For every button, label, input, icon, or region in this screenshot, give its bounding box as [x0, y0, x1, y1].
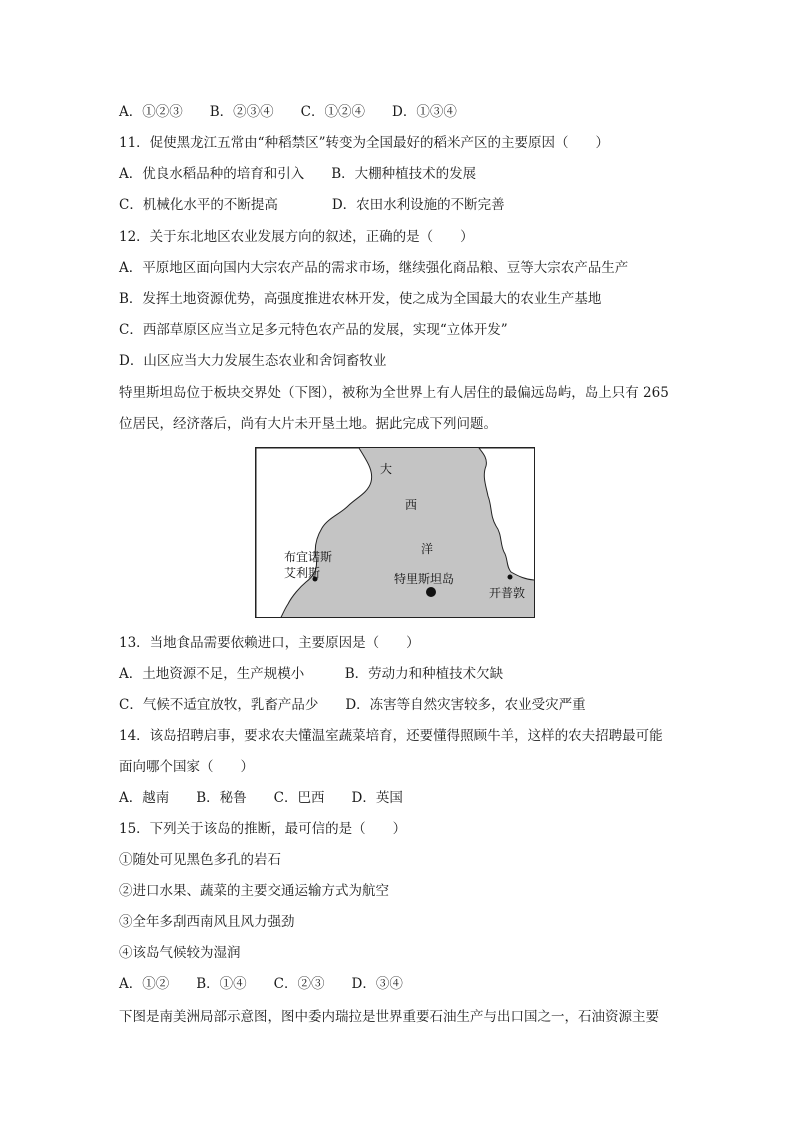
- tristan-island-label: 特里斯坦岛: [394, 572, 455, 586]
- next-passage-line: 下图是南美洲局部示意图，图中委内瑞拉是世界重要石油生产与出口国之一，石油资源主要: [119, 1009, 659, 1025]
- tristan-island-marker: [426, 587, 436, 597]
- q14-options: A．越南 B．秘鲁 C．巴西 D．英国: [119, 790, 403, 806]
- q15-statement-4: ④该岛气候较为湿润: [119, 945, 241, 961]
- ocean-label-char-1: 大: [380, 462, 393, 476]
- question-15: 15．下列关于该岛的推断，最可信的是（ ）: [119, 821, 407, 837]
- q15-statement-3: ③全年多刮西南风且风力强劲: [119, 914, 295, 930]
- q12-option-c: C．西部草原区应当立足多元特色农产品的发展，实现“立体开发”: [119, 322, 508, 338]
- question-14-line-1: 14．该岛招聘启事，要求农夫懂温室蔬菜培育，还要懂得照顾牛羊，这样的农夫招聘最可能: [119, 728, 663, 744]
- cape-town-label: 开普敦: [489, 586, 526, 600]
- q12-option-a: A．平原地区面向国内大宗农产品的需求市场，继续强化商品粮、豆等大宗农产品生产: [119, 260, 629, 276]
- q15-options: A．①② B．①④ C．②③ D．③④: [119, 976, 403, 992]
- ocean-label-char-3: 洋: [421, 542, 434, 556]
- question-11: 11．促使黑龙江五常由“种稻禁区”转变为全国最好的稻米产区的主要原因（ ）: [119, 135, 609, 151]
- question-12: 12．关于东北地区农业发展方向的叙述，正确的是（ ）: [119, 229, 474, 245]
- intro-line-2: 位居民，经济落后，尚有大片未开垦土地。据此完成下列问题。: [119, 416, 497, 432]
- q12-option-b: B．发挥土地资源优势，高强度推进农林开发，使之成为全国最大的农业生产基地: [119, 291, 602, 307]
- q11-options-cd: C．机械化水平的不断提高 D．农田水利设施的不断完善: [119, 197, 505, 213]
- map-figure: [255, 447, 535, 618]
- q10-options: A．①②③ B．②③④ C．①②④ D．①③④: [119, 104, 457, 120]
- intro-line-1: 特里斯坦岛位于板块交界处（下图），被称为全世界上有人居住的最偏远岛屿，岛上只有 265: [119, 385, 669, 401]
- south-america-land: [256, 448, 372, 618]
- cape-town-marker: [508, 575, 513, 580]
- q15-statement-2: ②进口水果、蔬菜的主要交通运输方式为航空: [119, 883, 389, 899]
- question-14-line-2: 面向哪个国家（ ）: [119, 759, 254, 775]
- ocean-label-char-2: 西: [405, 498, 418, 512]
- buenos-aires-label-2: 艾利斯: [284, 566, 321, 580]
- q15-statement-1: ①随处可见黑色多孔的岩石: [119, 852, 281, 868]
- q12-option-d: D．山区应当大力发展生态农业和舍饲畜牧业: [119, 353, 387, 369]
- q13-options-cd: C．气候不适宜放牧，乳畜产品少 D．冻害等自然灾害较多，农业受灾严重: [119, 697, 586, 713]
- buenos-aires-label-1: 布宜诺斯: [284, 550, 333, 564]
- africa-land: [479, 448, 535, 580]
- question-13: 13．当地食品需要依赖进口，主要原因是（ ）: [119, 635, 420, 651]
- q13-options-ab: A．土地资源不足，生产规模小 B．劳动力和种植技术欠缺: [119, 666, 504, 682]
- q11-options-ab: A．优良水稻品种的培育和引入 B．大棚种植技术的发展: [119, 166, 477, 182]
